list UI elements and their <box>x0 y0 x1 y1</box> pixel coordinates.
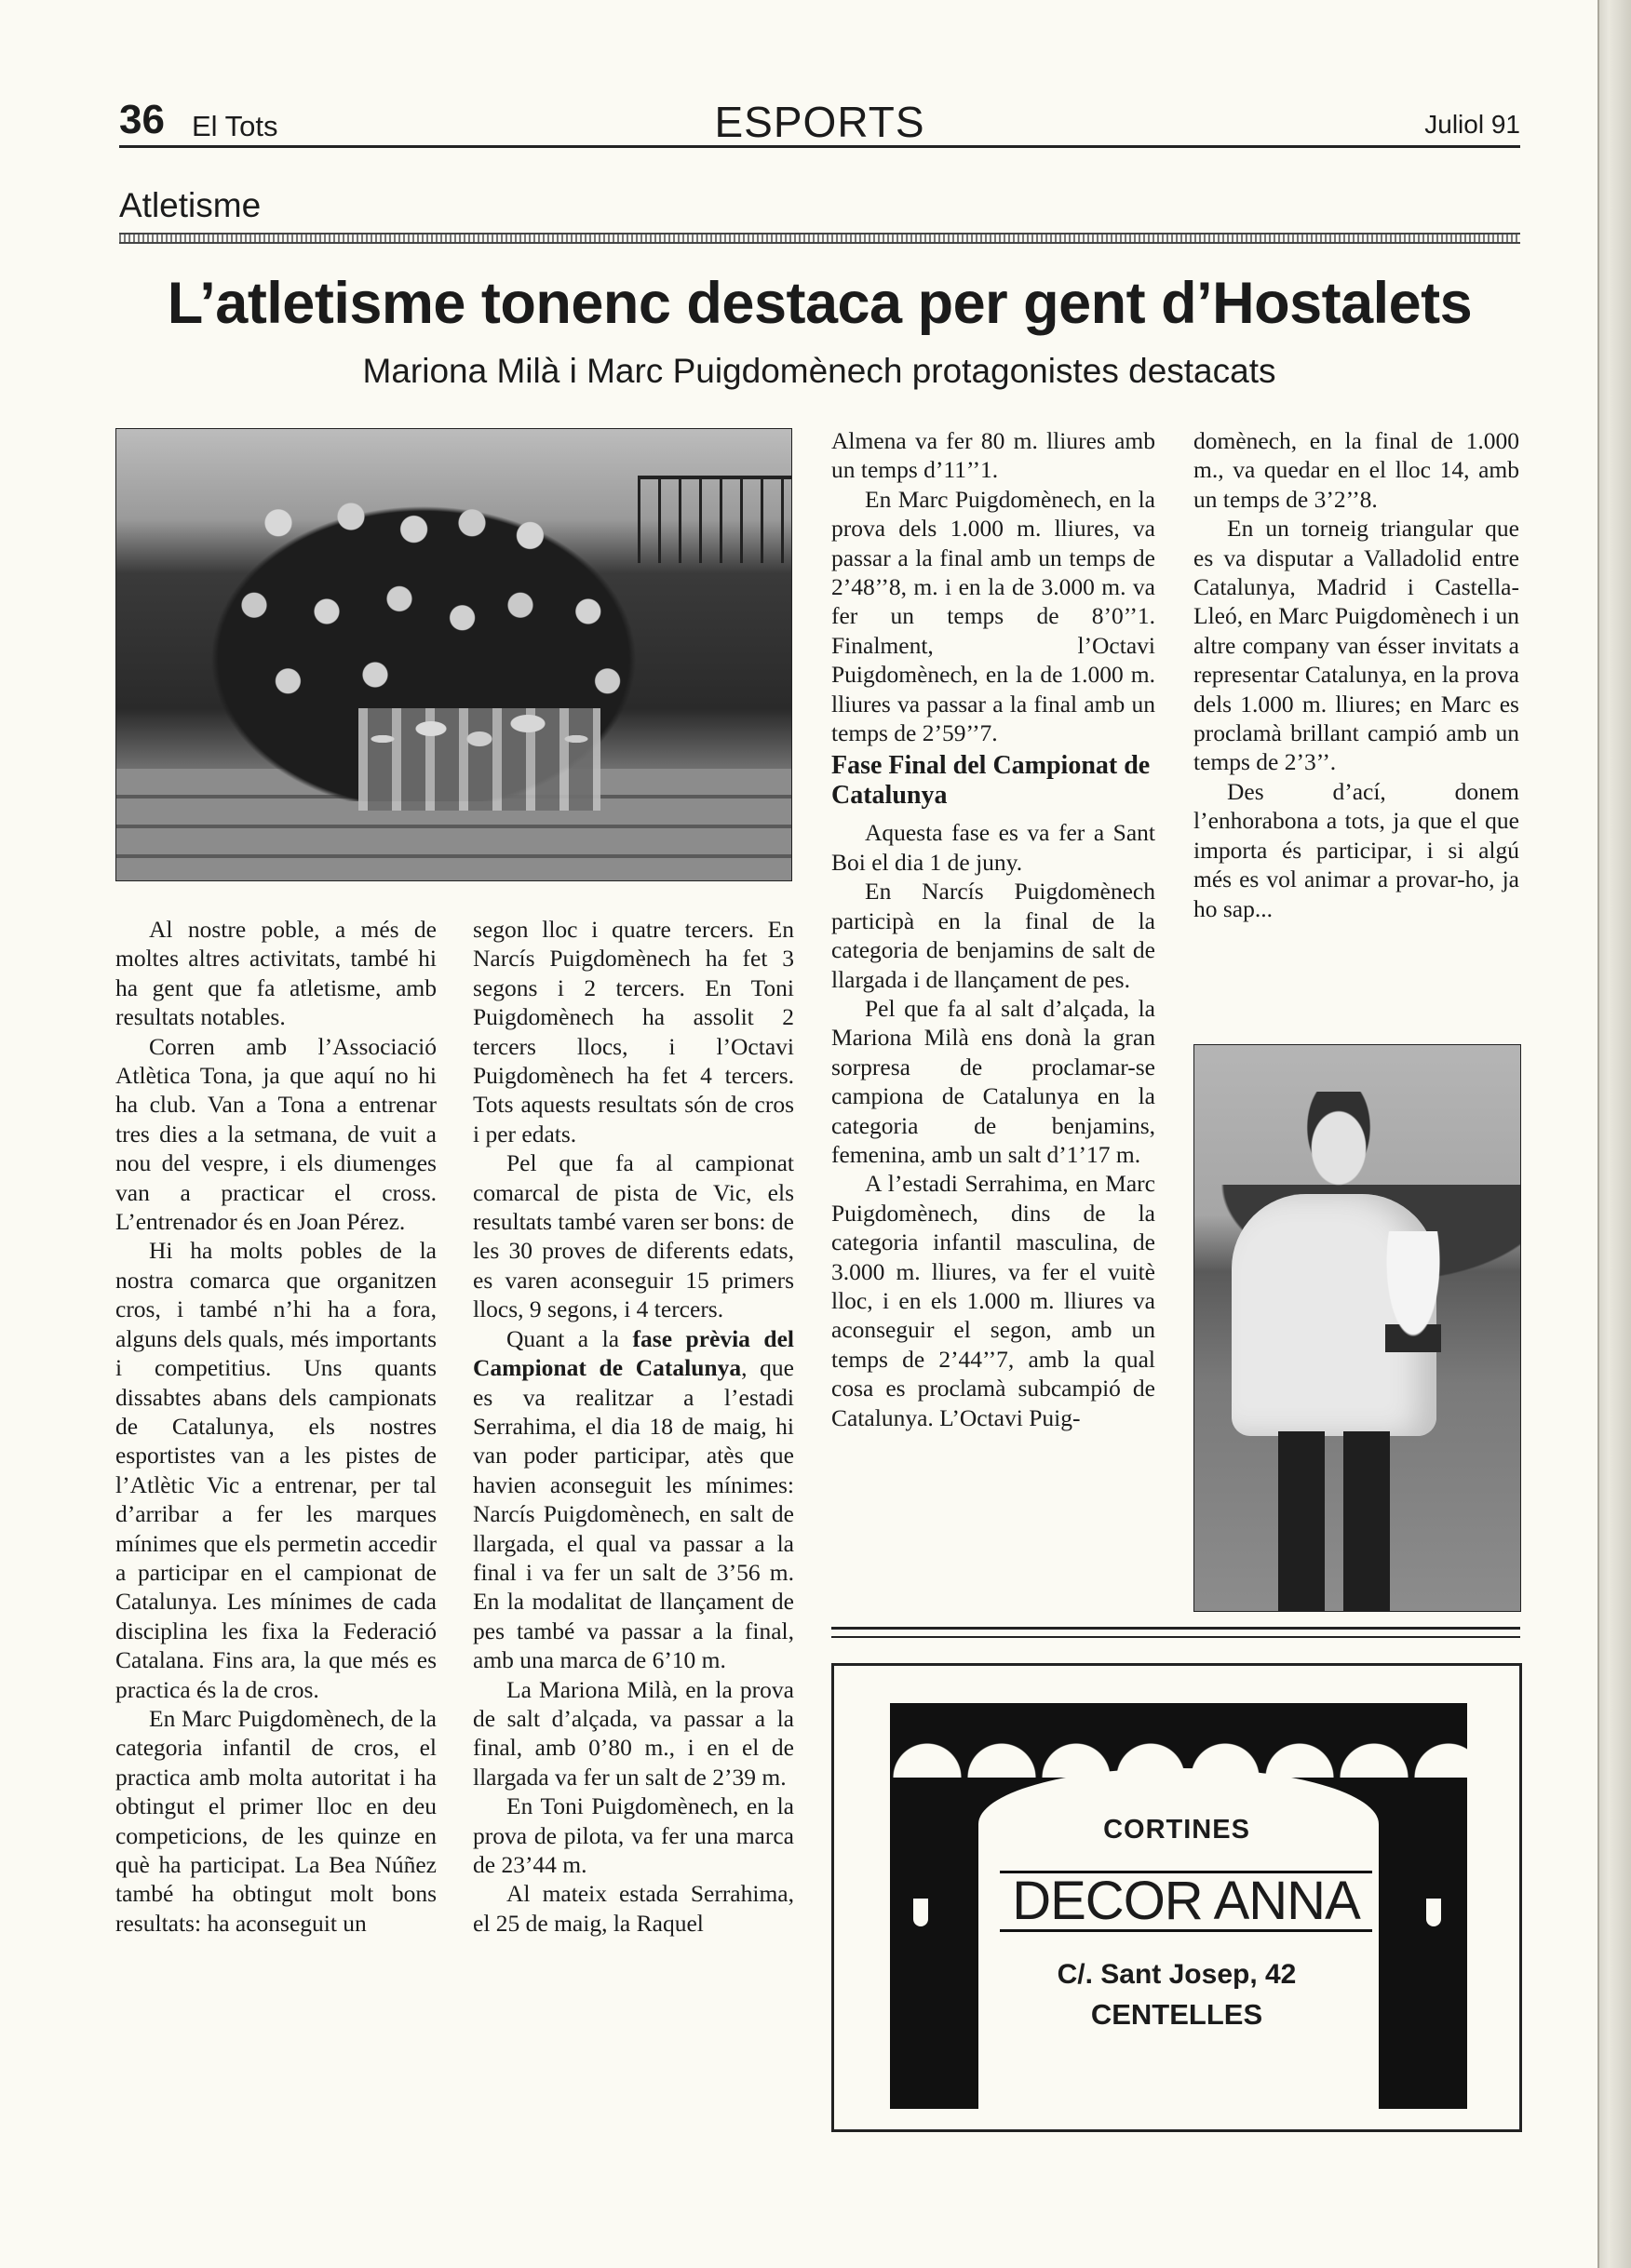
section-title: ESPORTS <box>714 98 925 146</box>
article-paragraph: domènech, en la final de 1.000 m., va quedar en el lloc 14, amb un temps de 3’2’’8. <box>1193 427 1519 513</box>
article-paragraph: En Marc Puigdomènech, en la prova dels 1.000 m. lliures, va passar a la final amb un temps de 2’48’’8, m. i en la de 3.000 m. va fer un temps de 8’0’’1. Finalment, l’Octavi Puigdomènech, en la de 1.000 m. lliures va passar a la final amb un temps de 2’59’’7. <box>831 485 1155 747</box>
text-run: , que es va realitzar a l’estadi Serrahima, el dia 18 de maig, hi van poder participar, atès que havien aconseguit les mínimes: Narcís Puigdomènech, en salt de llargada, el qual va passar a la final i va fer un salt de 3’56 m. En la modalitat de llançament de pes també va passar a la final, amb una marca de 6’10 m. <box>473 1354 795 1674</box>
athlete-trophy-photo <box>1193 1044 1521 1612</box>
photo-athlete-legs <box>1278 1431 1390 1611</box>
text-run: Quant a la <box>506 1324 633 1352</box>
article-column-3 <box>831 426 1155 1432</box>
article-subheading: Fase Final del Campionat de Catalunya <box>831 751 1151 811</box>
team-group-photo <box>115 428 792 881</box>
category-rule <box>119 233 1520 244</box>
article-paragraph: Pel que fa al salt d’alçada, la Mariona Milà ens donà la gran sorpresa de proclamar-se campiona de Catalunya en la categoria de benjamins, femenina, amb un salt d’1’17 m. <box>831 994 1155 1168</box>
article-paragraph: En un torneig triangular que es va disputar a Valladolid entre Catalunya, Madrid i Castella-Lleó, en Marc Puigdomènech i un altre company van ésser invitats a representar Catalunya, en la prova dels 1.000 m. lliures; en Marc es proclamà brillant campió amb un temps de 2’3’’. <box>1193 515 1519 776</box>
article-paragraph: Hi ha molts pobles de la nostra comarca que organitzen cros, i també n’hi ha a fora, alguns dels quals, més importants i competitius. Uns quants dissabtes abans dels campionats de Catalunya, els nostres esportistes van a les pistes de l’Atlètic Vic a entrenar, per tal d’arribar a fer les marques mínimes que els permetin accedir a participar en el campionat de Catalunya. Les mínimes de cada disciplina les fixa la Federació Catalana. Fins ara, la que més es practica és la de cros. <box>115 1237 437 1703</box>
page-number: 36 <box>119 97 165 142</box>
article-paragraph: Pel que fa al campionat comarcal de pista de Vic, els resultats també varen ser bons: de les 30 proves de diferents edats, es varen aconseguir 15 primers llocs, 9 segons, i 4 tercers. <box>473 1149 794 1323</box>
issue-date: Juliol 91 <box>1424 110 1520 139</box>
ad-tagline: CORTINES <box>1103 1815 1250 1845</box>
ad-separator-rule <box>831 1627 1520 1638</box>
page-edge <box>1597 0 1631 2268</box>
article-paragraph: segon lloc i quatre tercers. En Narcís Puigdomènech ha fet 3 segons i 2 tercers. En Toni Puigdomènech ha assolit 2 tercers llocs, i l’Octavi Puigdomènech ha fet 4 tercers. Tots aquests resultats són de cros i per edats. <box>473 916 794 1147</box>
curtain-tassel-icon <box>1426 1899 1441 1926</box>
headline: L’atletisme tonenc destaca per gent d’Hostalets <box>167 271 1473 336</box>
article-paragraph: Al nostre poble, a més de moltes altres activitats, també hi ha gent que fa atletisme, amb resultats notables. <box>115 916 437 1031</box>
ad-address: C/. Sant Josep, 42 <box>1057 1959 1297 1990</box>
page-header <box>119 93 1520 148</box>
category-label: Atletisme <box>119 186 262 224</box>
advertisement <box>831 1663 1522 2132</box>
article-paragraph: Almena va fer 80 m. lliures amb un temps d’11’’1. <box>831 427 1155 484</box>
article-column-2 <box>473 915 794 1938</box>
article-paragraph: A l’estadi Serrahima, en Marc Puigdomènech, dins de la categoria infantil masculina, de 3.000 m. lliures, va fer el vuitè lloc, i en els 1.000 m. lliures va aconseguir el segon, amb un temps de 2’44’’7, amb la qual cosa es proclamà subcampió de Catalunya. L’Octavi Puig- <box>831 1170 1155 1431</box>
article-paragraph: Al mateix estada Serrahima, el 25 de maig, la Raquel <box>473 1880 794 1937</box>
photo-athlete-head <box>1297 1092 1381 1194</box>
bold-run: fase prèvia del Campionat de Catalunya <box>473 1324 794 1382</box>
article-paragraph: La Mariona Milà, en la prova de salt d’alçada, va passar a la final, amb 0’80 m., i en el de llargada va fer un salt de 2’39 m. <box>473 1675 794 1791</box>
article-paragraph: Corren amb l’Associació Atlètica Tona, ja que aquí no hi ha club. Van a Tona a entrenar tres dies a la setmana, de vuit a nou del vespre, i els diumenges van a practicar el cross. L’entrenador és en Joan Pérez. <box>115 1032 437 1236</box>
ad-business-name: DECOR ANNA <box>1000 1871 1372 1932</box>
article-paragraph: Des d’ací, donem l’enhorabona a tots, ja que el que importa és participar, i si algú més es vol animar a provar-ho, ja ho sap... <box>1193 777 1519 922</box>
curtain-valance-icon <box>890 1703 1467 1778</box>
article-paragraph: Aquesta fase es va fer a Sant Boi el dia 1 de juny. <box>831 819 1155 876</box>
curtain-tassel-icon <box>913 1899 928 1926</box>
ad-town: CENTELLES <box>1090 1998 1263 2031</box>
article-column-4 <box>1193 426 1519 923</box>
article-paragraph <box>473 1324 794 1675</box>
photo-trophies <box>358 708 600 811</box>
article-paragraph: En Toni Puigdomènech, en la prova de pilota, va fer una marca de 23’44 m. <box>473 1792 794 1878</box>
photo-trophy <box>1381 1231 1446 1352</box>
article-paragraph: En Marc Puigdomènech, de la categoria infantil de cros, el practica amb molta autoritat i ha obtingut el primer lloc en deu competicions, de les quinze en què ha participat. La Bea Núñez també ha obtingut molt bons resultats: ha aconseguit un <box>115 1704 437 1937</box>
article-column-1 <box>115 915 437 1938</box>
article-paragraph: En Narcís Puigdomènech participà en la final de la categoria de benjamins de salt de llargada i de llançament de pes. <box>831 878 1155 993</box>
publication-name: El Tots <box>192 110 278 142</box>
subheadline: Mariona Milà i Marc Puigdomènech protagonistes destacats <box>362 352 1276 390</box>
